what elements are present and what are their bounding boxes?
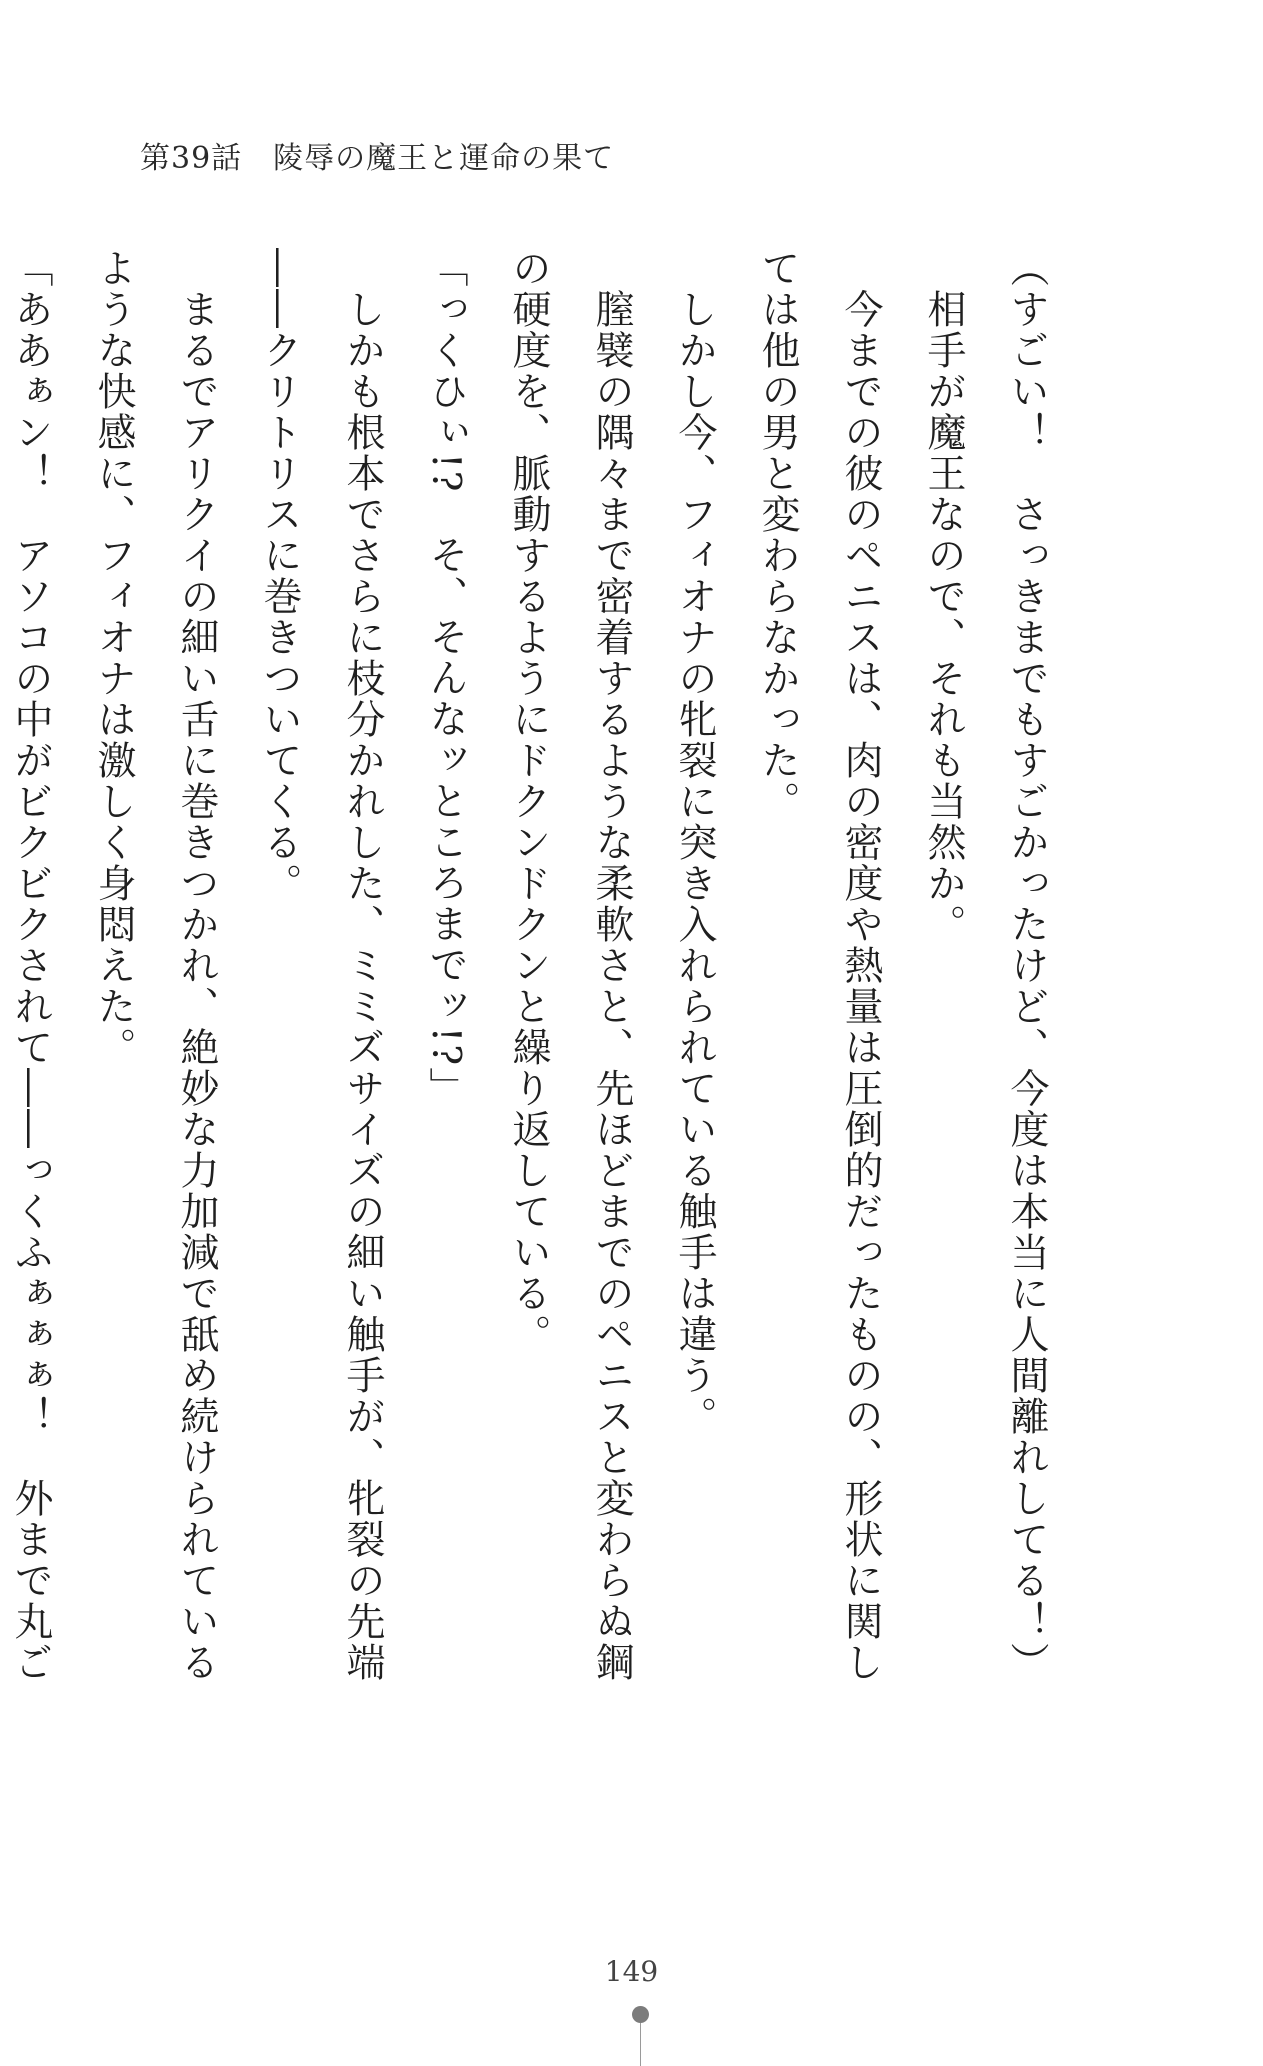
page-marker-line [640,2023,641,2066]
paragraph: 「っくひぃ!? そ、そんなッところまでッ!?」 [423,248,468,1109]
paragraph: （すごい！ さっきまでもすごかったけど、今度は本当に人間離れしてる！） [1004,248,1049,1683]
paragraph: 膣襞の隅々まで密着するような柔軟さと、先ほどまでのペニスと変わらぬ鋼の硬度を、脈動するようにドクンドクンと繰り返している。 [506,248,634,1683]
page-number: 149 [604,1955,659,1988]
paragraph: しかも根本でさらに枝分かれした、ミミズサイズの細い触手が、牝裂の先端――クリトリスに巻きついてくる。 [257,248,385,1683]
paragraph: 今までの彼のペニスは、肉の密度や熱量は圧倒的だったものの、形状に関しては他の男と変わらなかった。 [755,248,883,1683]
page-footer [0,1955,1263,2066]
paragraph: まるでアリクイの細い舌に巻きつかれ、絶妙な力加減で舐め続けられているような快感に、フィオナは激しく身悶えた。 [91,248,219,1683]
page-marker-dot-icon [632,2006,649,2023]
chapter-title: 第39話 陵辱の魔王と運命の果て [140,141,615,176]
running-header [140,133,614,177]
paragraph: 相手が魔王なので、それも当然か。 [921,248,966,945]
body-text [8,248,1068,1708]
paragraph: 「ああぁン！ アソコの中がビクビクされて――っくふぁぁぁ！ 外まで丸ご [8,248,53,1683]
paragraph: しかし今、フィオナの牝裂に突き入れられている触手は違う。 [672,248,717,1437]
